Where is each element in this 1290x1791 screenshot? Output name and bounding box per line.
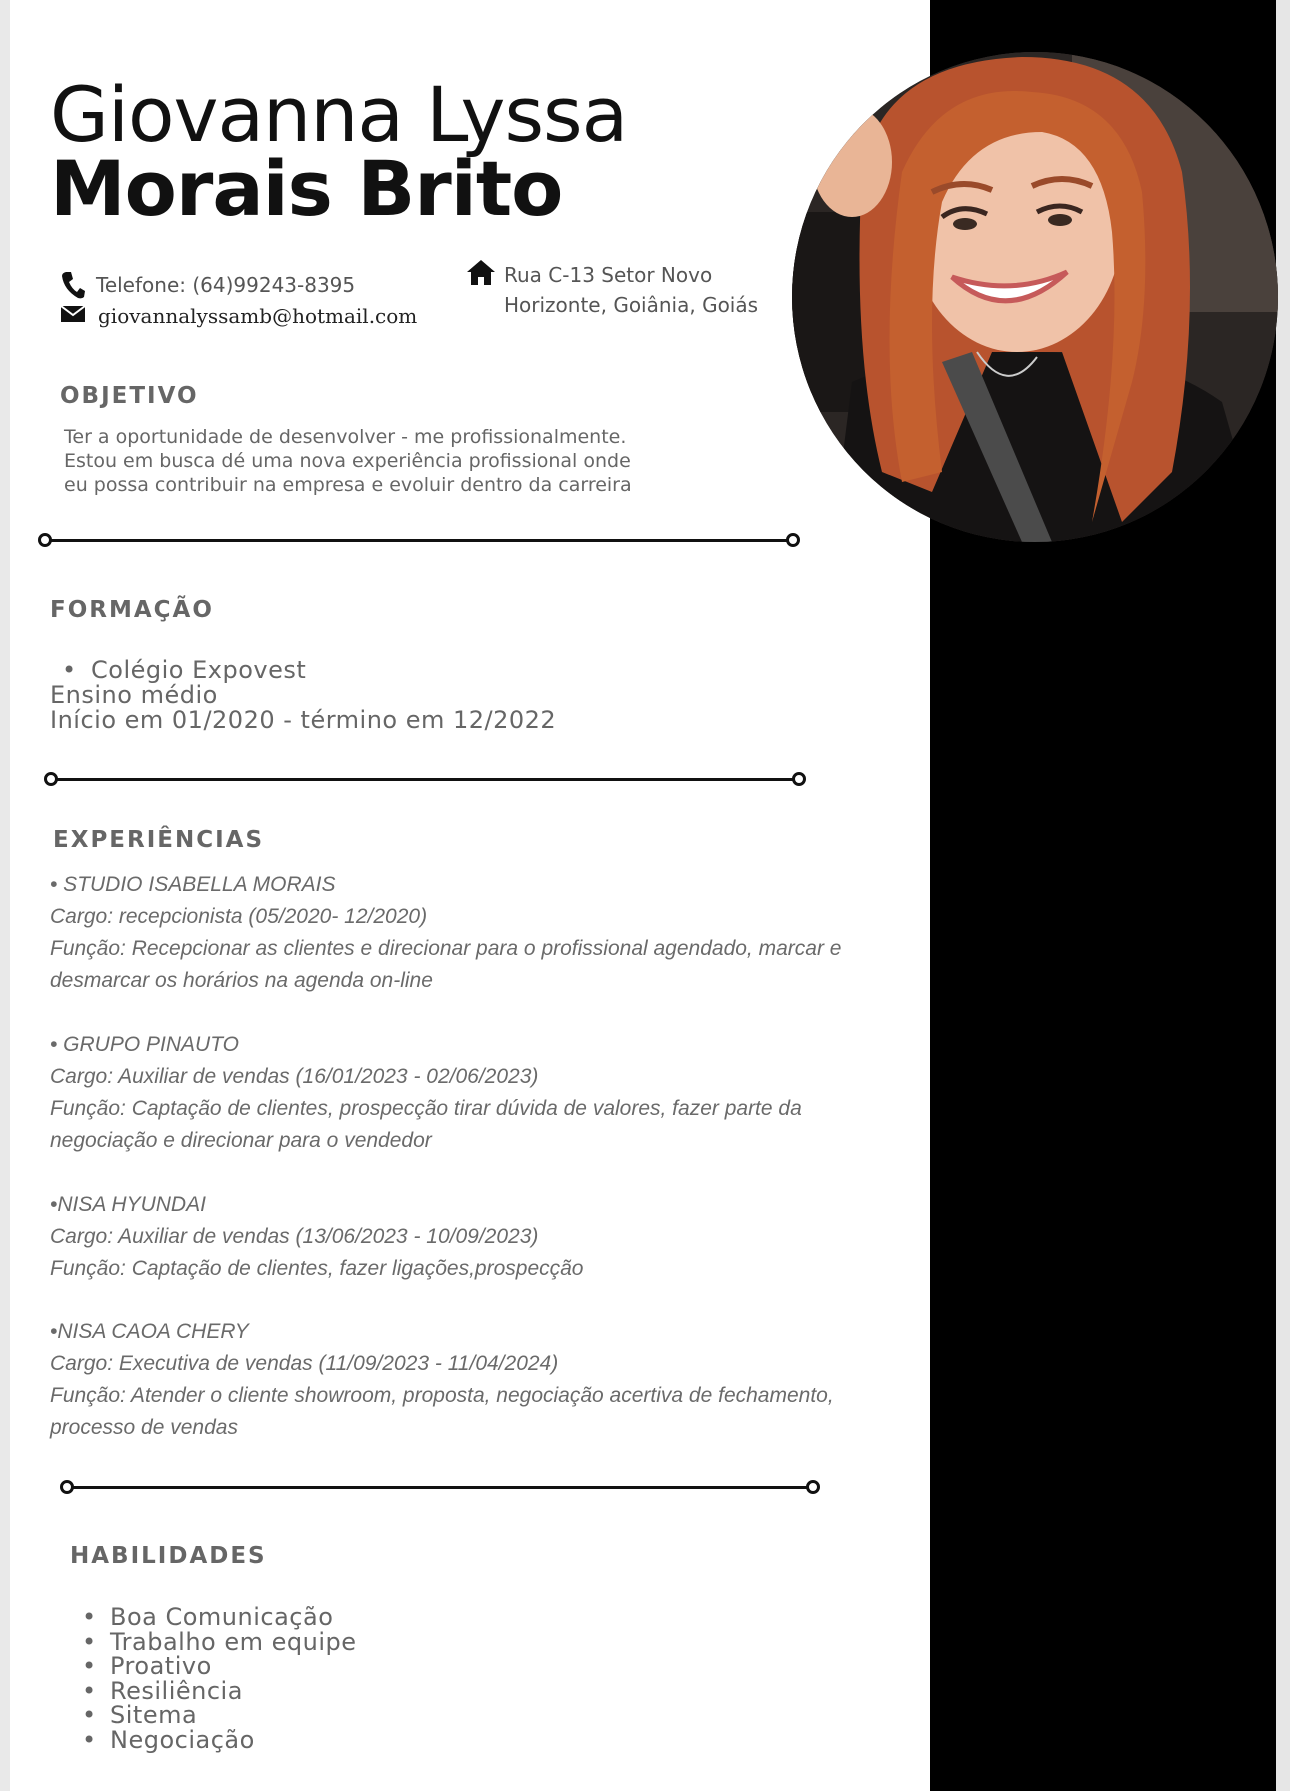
skill-item: • Proativo xyxy=(80,1654,357,1679)
experience-company: • GRUPO PINAUTO xyxy=(50,1033,239,1056)
divider-1 xyxy=(38,533,800,547)
address-line-2: Horizonte, Goiânia, Goiás xyxy=(504,293,759,317)
name-line-1: Giovanna Lyssa xyxy=(50,70,628,159)
experience-funcao: Função: Atender o cliente showroom, proposta, negociação acertiva de fechamento, xyxy=(50,1384,834,1407)
experience-item xyxy=(50,869,930,997)
skill-item: • Sitema xyxy=(80,1703,357,1728)
name-line-2: Morais Brito xyxy=(50,144,563,233)
divider-2 xyxy=(44,772,806,786)
experience-item xyxy=(50,1189,930,1285)
formacao-level: Ensino médio xyxy=(50,681,218,709)
experience-cargo: Cargo: Executiva de vendas (11/09/2023 - 11/04/2024) xyxy=(50,1352,559,1375)
skill-item: • Resiliência xyxy=(80,1679,357,1704)
phone-text: Telefone: (64)99243-8395 xyxy=(96,273,356,297)
experience-funcao: Função: Recepcionar as clientes e direcionar para o profissional agendado, marcar e xyxy=(50,937,842,960)
objetivo-heading: OBJETIVO xyxy=(60,383,199,409)
skills-list xyxy=(80,1605,357,1752)
experience-cargo: Cargo: Auxiliar de vendas (13/06/2023 - 10/09/2023) xyxy=(50,1225,539,1248)
page-left-edge xyxy=(0,0,10,1791)
objetivo-line: Ter a oportunidade de desenvolver - me profissionalmente. xyxy=(64,426,627,448)
experiencias-heading: EXPERIÊNCIAS xyxy=(53,827,265,853)
experience-company: •NISA HYUNDAI xyxy=(50,1193,206,1216)
experience-cargo: Cargo: Auxiliar de vendas (16/01/2023 - 02/06/2023) xyxy=(50,1065,539,1088)
formacao-school: • Colégio Expovest xyxy=(50,658,556,683)
formacao-heading: FORMAÇÃO xyxy=(50,597,214,623)
skill-item: • Boa Comunicação xyxy=(80,1605,357,1630)
home-icon xyxy=(466,258,496,291)
objetivo-line: eu possa contribuir na empresa e evoluir dentro da carreira xyxy=(64,474,632,496)
habilidades-heading: HABILIDADES xyxy=(70,1543,267,1569)
objetivo-line: Estou em busca dé uma nova experiência profissional onde xyxy=(64,450,631,472)
experience-funcao: Função: Captação de clientes, prospecção tirar dúvida de valores, fazer parte da xyxy=(50,1097,802,1120)
phone-icon xyxy=(60,270,86,305)
skill-item: • Trabalho em equipe xyxy=(80,1630,357,1655)
address-text xyxy=(504,260,774,320)
email-text[interactable]: giovannalyssamb@hotmail.com xyxy=(98,304,418,328)
experience-funcao: negociação e direcionar para o vendedor xyxy=(50,1129,432,1152)
experience-funcao: desmarcar os horários na agenda on-line xyxy=(50,969,433,992)
address-line-1: Rua C-13 Setor Novo xyxy=(504,263,713,287)
experience-funcao: Função: Captação de clientes, fazer ligações,prospecção xyxy=(50,1257,584,1280)
experience-company: •NISA CAOA CHERY xyxy=(50,1320,249,1343)
experience-funcao: processo de vendas xyxy=(50,1416,238,1439)
experience-item xyxy=(50,1316,930,1444)
formacao-block xyxy=(50,658,556,733)
divider-3 xyxy=(60,1480,820,1494)
experience-item xyxy=(50,1029,930,1157)
skill-item: • Negociação xyxy=(80,1728,357,1753)
profile-photo xyxy=(792,52,1278,542)
objetivo-text xyxy=(64,425,632,497)
experience-cargo: Cargo: recepcionista (05/2020- 12/2020) xyxy=(50,905,428,928)
candidate-name xyxy=(50,70,628,233)
page-right-edge xyxy=(1276,0,1290,1791)
formacao-period: Início em 01/2020 - término em 12/2022 xyxy=(50,706,557,734)
experience-company: • STUDIO ISABELLA MORAIS xyxy=(50,873,336,896)
envelope-icon xyxy=(60,303,86,328)
